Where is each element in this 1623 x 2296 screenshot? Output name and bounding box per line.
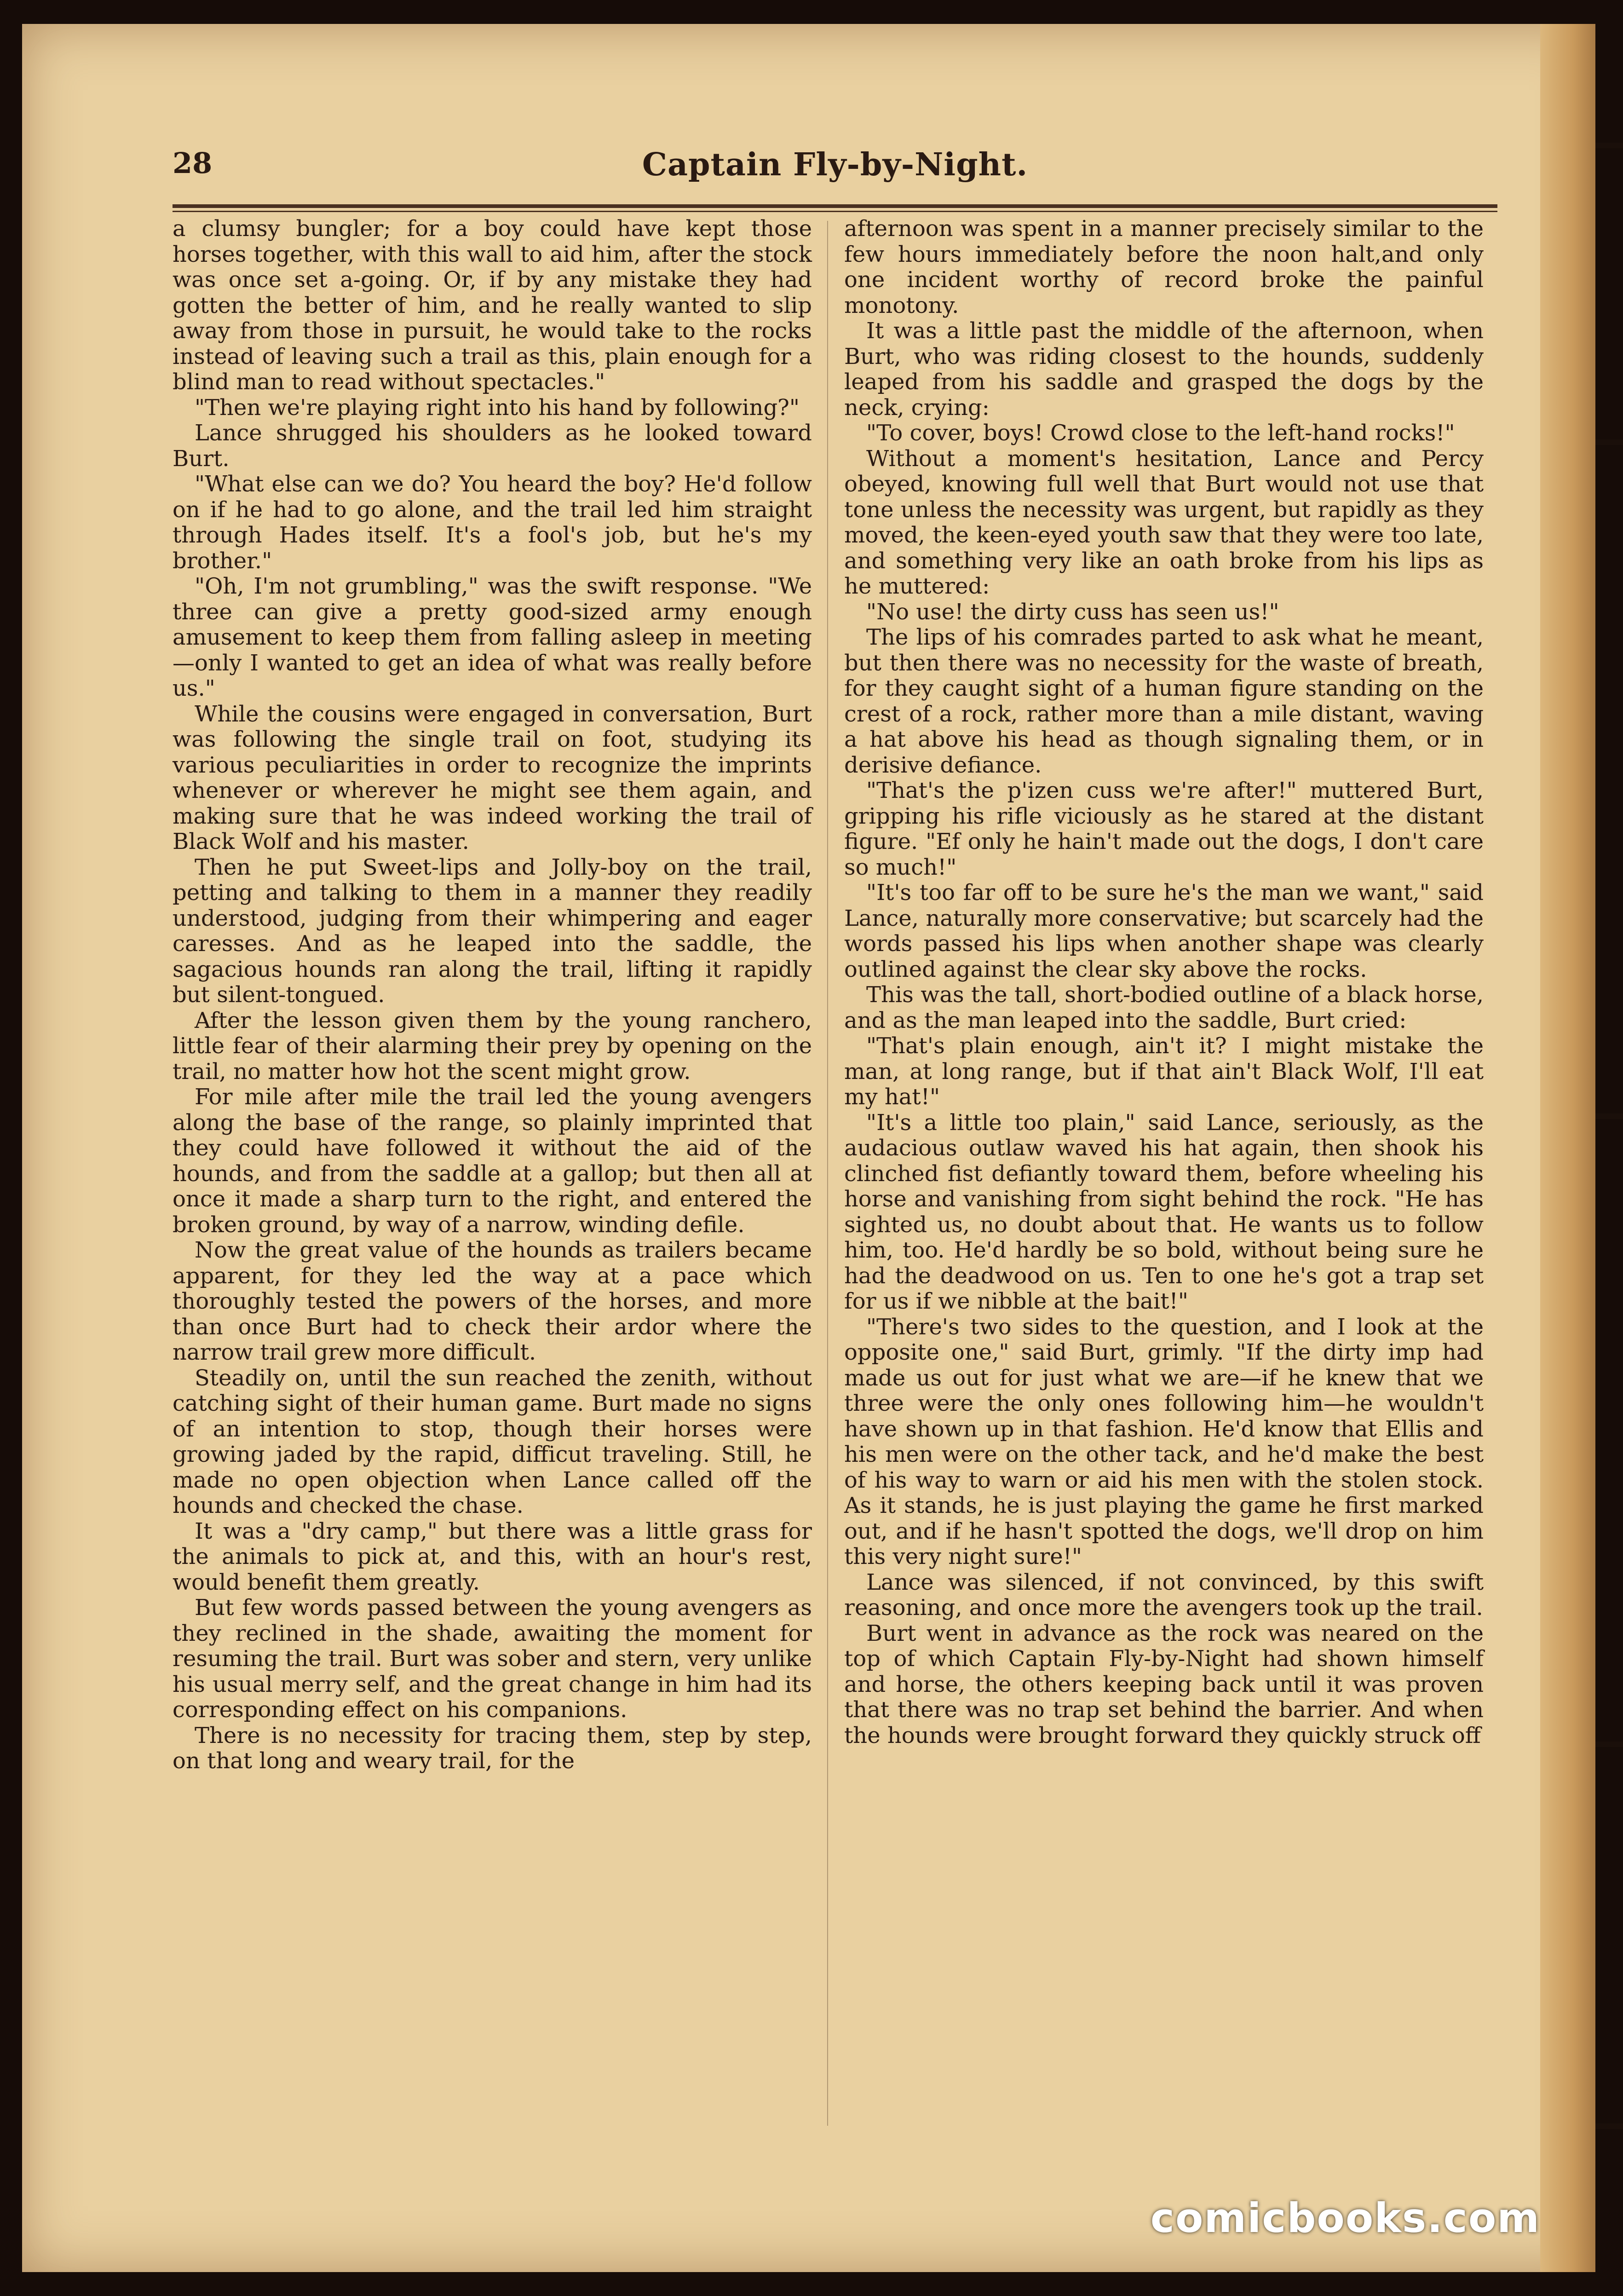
binding-tab xyxy=(1595,143,1623,148)
paragraph: But few words passed between the young avengers as they reclined in the shade, awaiting the moment for resuming the trail. Burt was sober and stern, very unlike his usual merry self, and the great change in him had its corresponding effect on his companions. xyxy=(173,1595,812,1723)
header-rule xyxy=(173,204,1497,208)
binding-tab xyxy=(1595,439,1623,445)
paragraph: It was a "dry camp," but there was a little grass for the animals to pick at, and this, with an hour's rest, would benefit them greatly. xyxy=(173,1518,812,1595)
paragraph: It was a little past the middle of the afternoon, when Burt, who was riding closest to the hounds, suddenly leaped from his saddle and grasped the dogs by the neck, crying: xyxy=(844,318,1484,421)
paragraph: After the lesson given them by the young ranchero, little fear of their alarming their prey by opening on the trail, no matter how hot the scent might grow. xyxy=(173,1007,812,1085)
paragraph: "It's a little too plain," said Lance, seriously, as the audacious outlaw waved his hat again, then shook his clinched fist defiantly toward them, before wheeling his horse and vanishing from sight behind the rock. "He has sighted us, no doubt about that. He wants us to follow him, too. He'd hardly be so bold, without being sure he had the deadwood on us. Ten to one he's got a trap set for us if we nibble at the bait!" xyxy=(844,1109,1484,1314)
paragraph: There is no necessity for tracing them, step by step, on that long and weary trail, for the xyxy=(173,1722,812,1774)
site-watermark: comicbooks.com xyxy=(1150,2194,1540,2242)
paragraph: "Then we're playing right into his hand by following?" xyxy=(195,394,800,421)
paragraph: "What else can we do? You heard the boy? He'd follow on if he had to go alone, and the trail led him straight through Hades itself. It's a fool's job, but he's my brother." xyxy=(173,471,812,574)
paragraph: This was the tall, short-bodied outline of a black horse, and as the man leaped into the saddle, Burt cried: xyxy=(844,982,1484,1033)
paragraph: "Oh, I'm not grumbling," was the swift response. "We three can give a pretty good-sized army enough amusement to keep them from falling asleep in meeting—only I wanted to get an idea of what was really before us." xyxy=(173,573,812,701)
running-title: Captain Fly-by-Night. xyxy=(642,146,1028,183)
right-column xyxy=(844,216,1484,1748)
paragraph: Lance shrugged his shoulders as he looked toward Burt. xyxy=(173,420,812,472)
paragraph: Without a moment's hesitation, Lance and Percy obeyed, knowing full well that Burt would not use that tone unless the necessity was urgent, but rapidly as they moved, the keen-eyed youth saw that they were too late, and something very like an oath broke from his lips as he muttered: xyxy=(844,445,1484,599)
binding-tab xyxy=(1595,2123,1623,2129)
paragraph: "That's the p'izen cuss we're after!" muttered Burt, gripping his rifle viciously as he stared at the distant figure. "Ef only he hain't made out the dogs, I don't care so much!" xyxy=(844,778,1484,880)
paragraph: Then he put Sweet-lips and Jolly-boy on the trail, petting and talking to them in a manner they readily understood, judging from their whimpering and eager caresses. And as he leaped into the saddle, the sagacious hounds ran along the trail, lifting it rapidly but silent-tongued. xyxy=(173,854,812,1008)
page-header xyxy=(173,146,1497,188)
paragraph: "That's plain enough, ain't it? I might mistake the man, at long range, but if that ain't Black Wolf, I'll eat my hat!" xyxy=(844,1033,1484,1110)
paragraph: Burt went in advance as the rock was neared on the top of which Captain Fly-by-Night had shown himself and horse, the others keeping back until it was proven that there was no trap set behind the barrier. And when the hounds were brought forward they quickly struck off xyxy=(844,1620,1484,1748)
paragraph: "There's two sides to the question, and I look at the opposite one," said Burt, grimly. "If the dirty imp had made us out for just what we are—if he knew that we three were the only ones following him—he wouldn't have shown up in that fashion. He'd know that Ellis and his men were on the other tack, and he'd make the best of his way to warn or aid his men with the stolen stock. As it stands, he is just playing the game he first marked out, and if he hasn't spotted the dogs, we'll drop on him this very night sure!" xyxy=(844,1314,1484,1569)
binding-tab xyxy=(1595,1742,1623,1747)
paragraph: Steadily on, until the sun reached the zenith, without catching sight of their human game. Burt made no signs of an intention to stop, though their horses were growing jaded by the rapid, difficut traveling. Still, he made no open objection when Lance called off the hounds and checked the chase. xyxy=(173,1365,812,1518)
paragraph: For mile after mile the trail led the young avengers along the base of the range, so plainly imprinted that they could have followed it without the aid of the hounds, and from the saddle at a gallop; but then all at once it made a sharp turn to the right, and entered the broken ground, by way of a narrow, winding defile. xyxy=(173,1084,812,1238)
paragraph: Lance was silenced, if not convinced, by this swift reasoning, and once more the avengers took up the trail. xyxy=(844,1569,1484,1621)
paragraph: While the cousins were engaged in conversation, Burt was following the single trail on foot, studying its various peculiarities in order to recognize the imprints whenever or wherever he might see them again, and making sure that he was indeed working the trail of Black Wolf and his master. xyxy=(173,701,812,854)
paragraph: "No use! the dirty cuss has seen us!" xyxy=(866,599,1279,625)
paragraph: afternoon was spent in a manner precisely similar to the few hours immediately before the noon halt,and only one incident worthy of record broke the painful monotony. xyxy=(844,216,1484,318)
header-rule-thin xyxy=(173,211,1497,212)
paragraph: "It's too far off to be sure he's the man we want," said Lance, naturally more conservative; but scarcely had the words passed his lips when another shape was clearly outlined against the clear sky above the rocks. xyxy=(844,880,1484,982)
paragraph: "To cover, boys! Crowd close to the left-hand rocks!" xyxy=(866,420,1455,446)
paragraph: a clumsy bungler; for a boy could have kept those horses together, with this wall to aid him, after the stock was once set a-going. Or, if by any mistake they had gotten the better of him, and he really wanted to slip away from those in pursuit, he would take to the rocks instead of leaving such a trail as this, plain enough for a blind man to read without spectacles." xyxy=(173,216,812,395)
binding-tab xyxy=(1595,1113,1623,1119)
page-number: 28 xyxy=(173,146,213,180)
column-divider xyxy=(827,221,828,2126)
paragraph: The lips of his comrades parted to ask what he meant, but then there was no necessity for the waste of breath, for they caught sight of a human figure standing on the crest of a rock, rather more than a mile distant, waving a hat above his head as though signaling them, or in derisive defiance. xyxy=(844,624,1484,778)
left-column xyxy=(173,216,812,1774)
page-edge xyxy=(1540,24,1595,2272)
paragraph: Now the great value of the hounds as trailers became apparent, for they led the way at a pace which thoroughly tested the powers of the horses, and more than once Burt had to check their ardor where the narrow trail grew more difficult. xyxy=(173,1237,812,1365)
